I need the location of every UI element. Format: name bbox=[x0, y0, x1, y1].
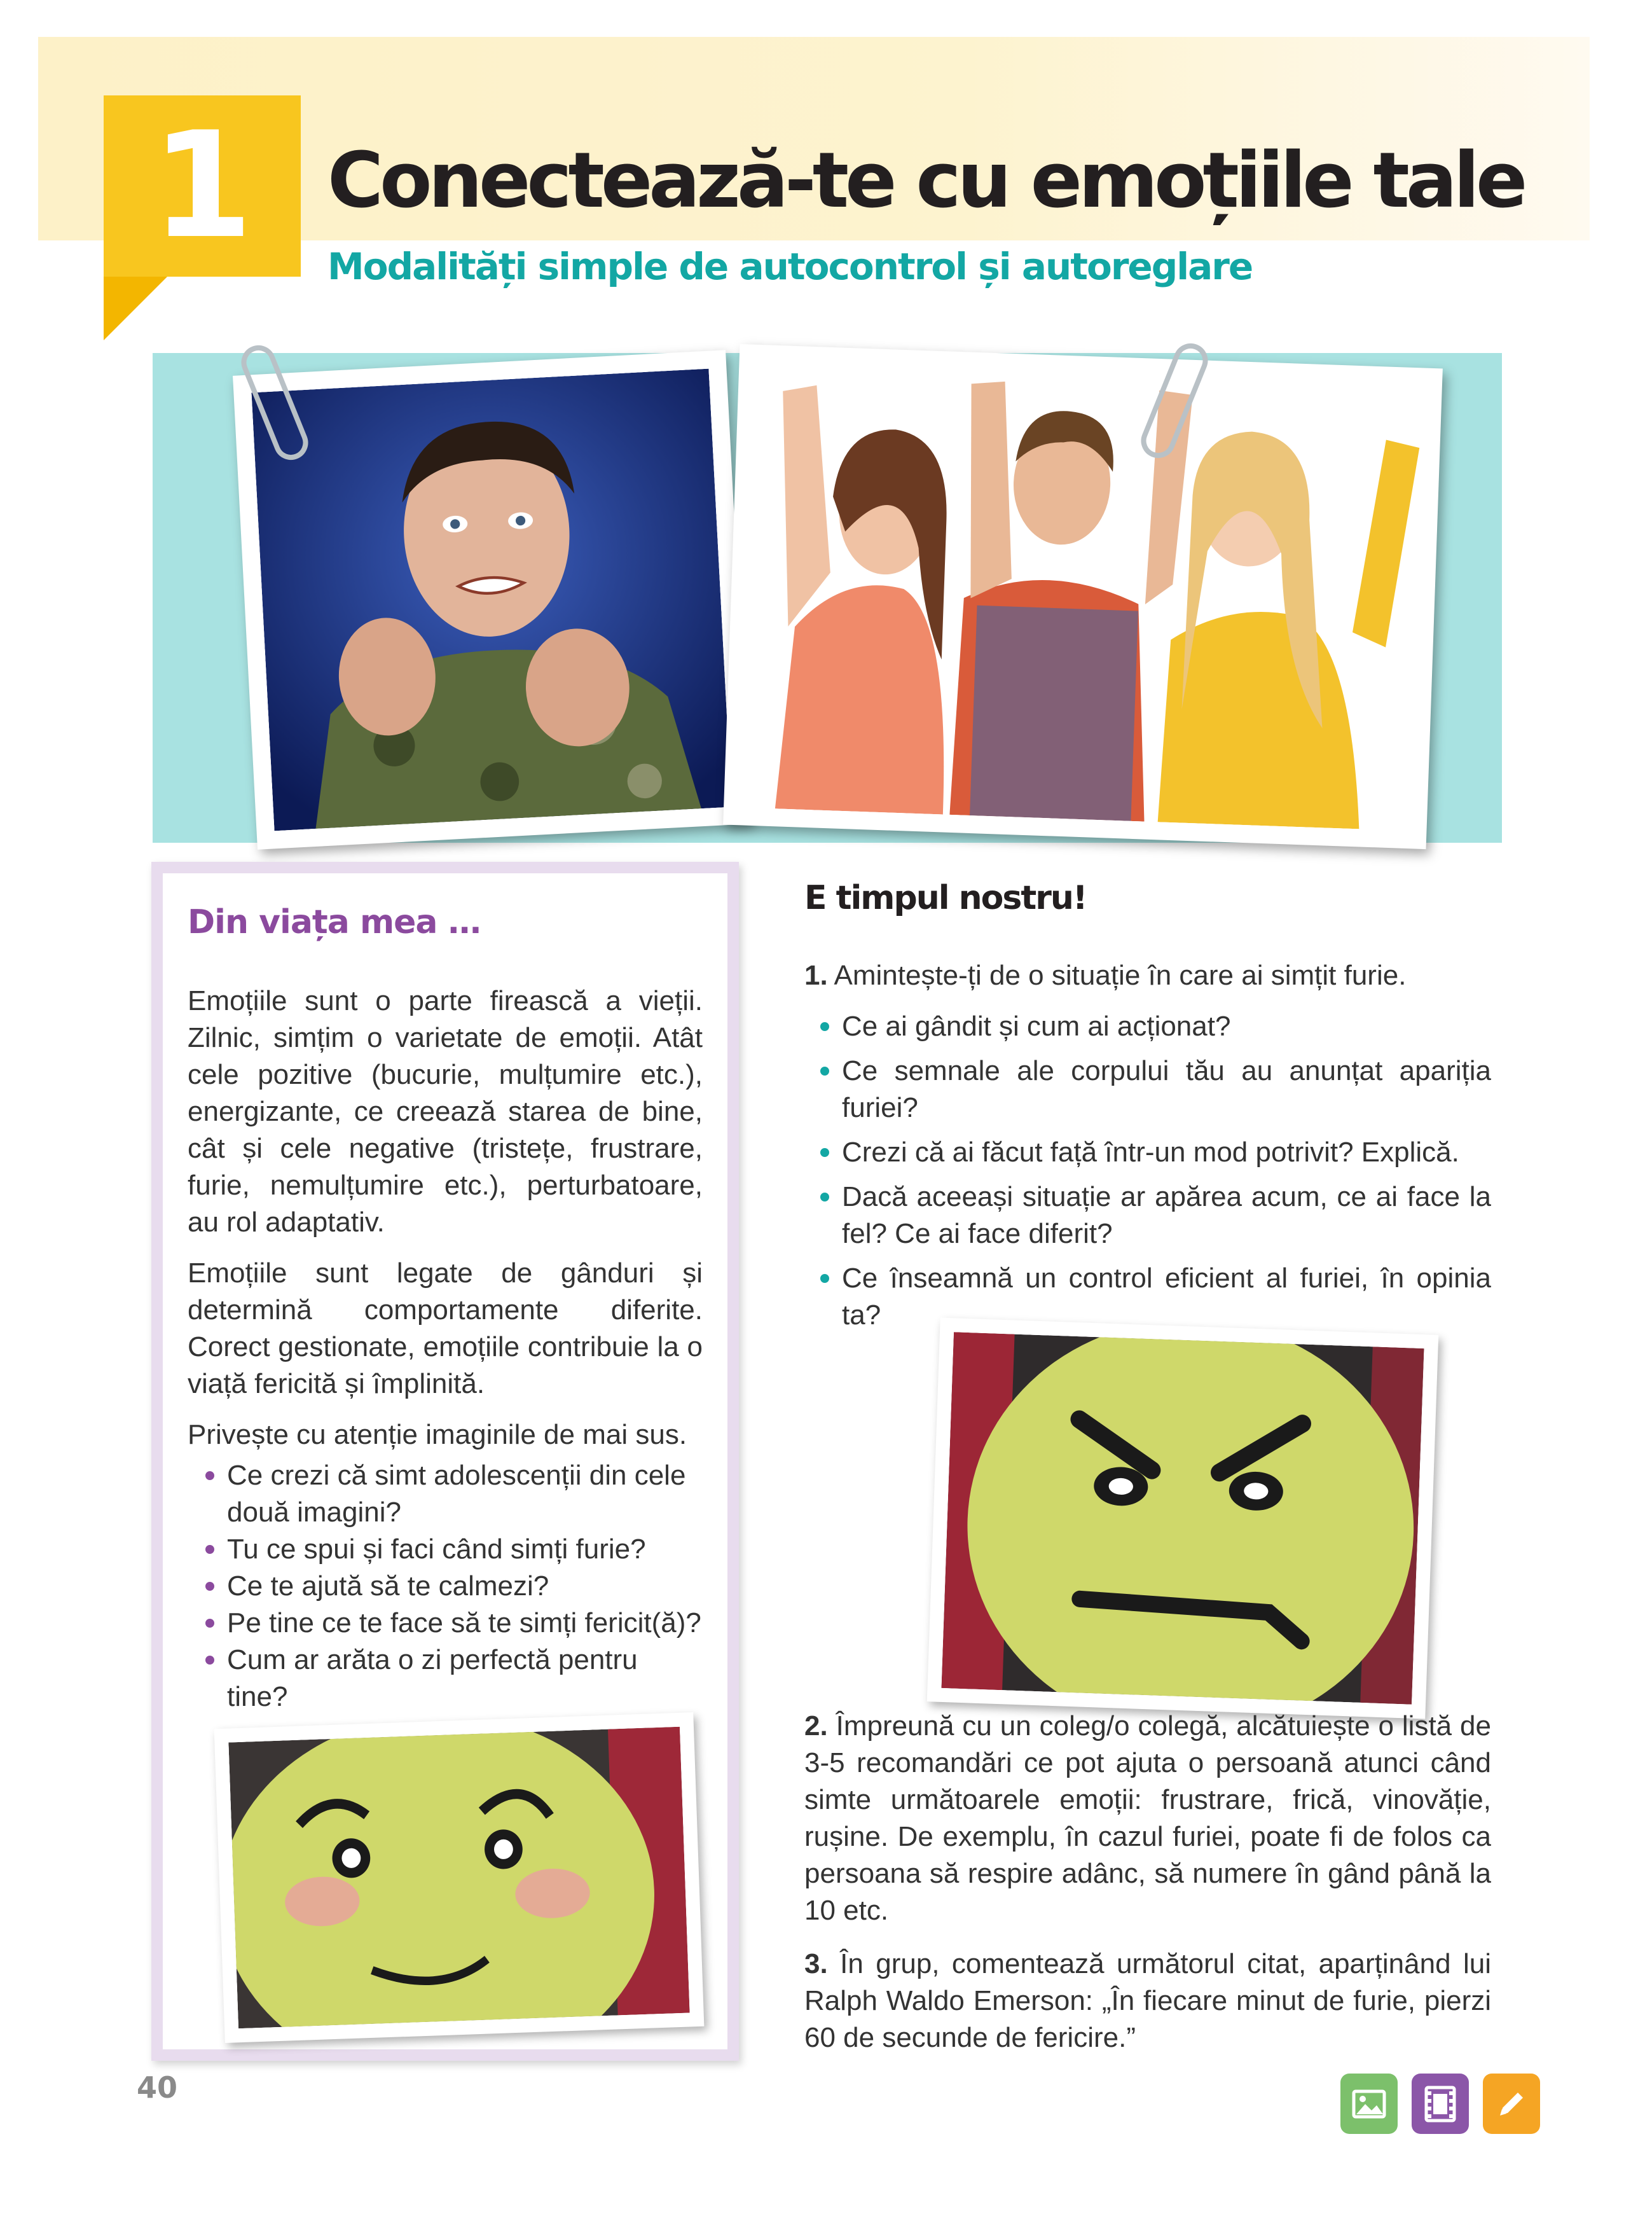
question-text: Amintește-ți de o situație în care ai simțit furie. bbox=[834, 960, 1407, 991]
list-item: Ce semnale ale corpului tău au anunțat apariția furiei? bbox=[820, 1053, 1491, 1126]
question-2 bbox=[804, 1708, 1491, 1929]
angry-smiley-image bbox=[941, 1332, 1424, 1704]
angry-teen-image bbox=[251, 369, 731, 831]
image-icon[interactable] bbox=[1340, 2074, 1398, 2134]
video-icon[interactable] bbox=[1412, 2074, 1469, 2134]
list-item: Tu ce spui și faci când simți furie? bbox=[205, 1531, 703, 1568]
sidebar-paragraph: Emoțiile sunt legate de gânduri și determină comportamente diferite. Corect gestionate, emoțiile contribuie la o viață fericită și împlinită. bbox=[188, 1257, 703, 1399]
sidebar-paragraph: Emoțiile sunt o parte firească a vieții. Zilnic, simțim o varietate de emoții. Atât cele pozitive (bucurie, mulțumire etc.), energizante, ce creează starea de bine, cât și cele negative (tristețe, frustrare, furie, nemulțumire etc.), perturbatoare, au rol adaptativ. bbox=[188, 985, 703, 1238]
photo-happy-smiley bbox=[214, 1712, 705, 2043]
chapter-number: 1 bbox=[151, 100, 254, 271]
chapter-title: Conectează-te cu emoțiile tale bbox=[327, 137, 1524, 225]
question-number: 3. bbox=[804, 1948, 828, 1979]
sidebar-text bbox=[188, 983, 703, 1715]
list-item: Cum ar arăta o zi perfectă pentru tine? bbox=[205, 1642, 703, 1715]
list-item: Ce te ajută să te calmezi? bbox=[205, 1568, 703, 1605]
photo-angry-smiley bbox=[927, 1318, 1439, 1719]
list-item: Ce înseamnă un control eficient al furiei, în opinia ta? bbox=[820, 1260, 1491, 1334]
list-item: Dacă aceeași situație ar apărea acum, ce ai face la fel? Ce ai face diferit? bbox=[820, 1179, 1491, 1252]
question-1-line bbox=[804, 957, 1491, 994]
list-item: Crezi că ai făcut față într-un mod potrivit? Explică. bbox=[820, 1134, 1491, 1171]
happy-smiley-image bbox=[228, 1727, 689, 2029]
chapter-number-badge bbox=[104, 95, 301, 277]
list-item: Pe tine ce te face să te simți fericit(ă)? bbox=[205, 1605, 703, 1642]
chapter-subtitle: Modalități simple de autocontrol și autoreglare bbox=[327, 245, 1253, 288]
question-number: 2. bbox=[804, 1710, 828, 1742]
chapter-badge-tail bbox=[104, 277, 167, 340]
sidebar-paragraph: Privește cu atenție imaginile de mai sus. bbox=[188, 1419, 687, 1450]
happy-teens-image bbox=[741, 363, 1424, 831]
question-text: Împreună cu un coleg/o colegă, alcătuiește o listă de 3-5 recomandări ce pot ajuta o persoană atunci când simte următoarele emoții: frustrare, frică, vinovăție, rușine. De exemplu, în cazul furiei, poate fi de folos ca persoana să respire adânc, să numere în gând până la 10 etc. bbox=[804, 1710, 1491, 1926]
questions-2-3 bbox=[804, 1708, 1491, 2073]
sidebar-heading: Din viața mea … bbox=[188, 903, 481, 941]
page-number: 40 bbox=[137, 2070, 178, 2105]
photo-happy-teens bbox=[723, 344, 1443, 849]
question-text: În grup, comentează următorul citat, aparținând lui Ralph Waldo Emerson: „În fiecare minut de furie, pierzi 60 de secunde de fericire.” bbox=[804, 1948, 1491, 2053]
pencil-icon[interactable] bbox=[1483, 2074, 1540, 2134]
question-number: 1. bbox=[804, 960, 828, 991]
sidebar-bullet-list bbox=[188, 1457, 703, 1715]
section-heading: E timpul nostru! bbox=[804, 879, 1087, 917]
list-item: Ce ai gândit și cum ai acționat? bbox=[820, 1008, 1491, 1045]
question-1 bbox=[804, 957, 1491, 1341]
photo-angry-teen bbox=[233, 350, 750, 850]
question-3 bbox=[804, 1946, 1491, 2056]
list-item: Ce crezi că simt adolescenții din cele două imagini? bbox=[205, 1457, 703, 1531]
question-1-bullets bbox=[804, 1008, 1491, 1334]
